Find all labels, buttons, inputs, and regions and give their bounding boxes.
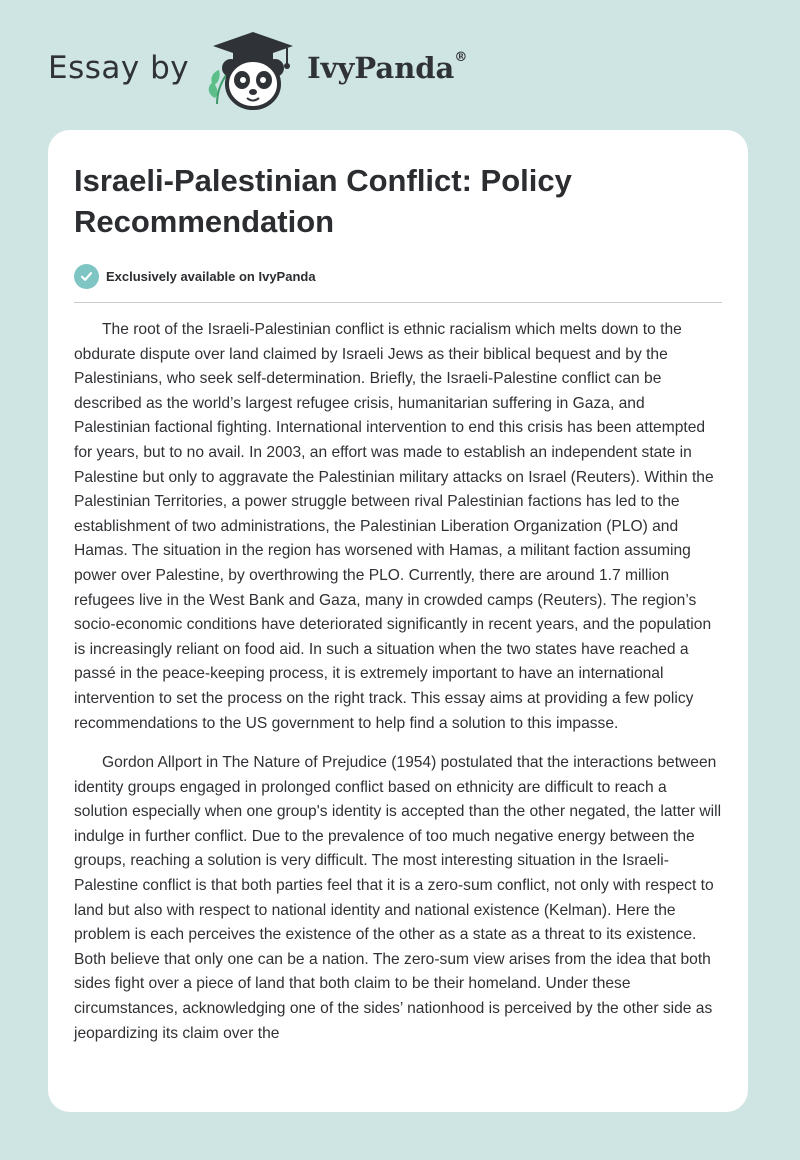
essay-card <box>48 130 748 1112</box>
brand-label: IvyPanda <box>307 51 455 85</box>
panda-logo-icon[interactable] <box>203 28 299 112</box>
essay-paragraph: The root of the Israeli-Palestinian conflict is ethnic racialism which melts down to the obdurate dispute over land claimed by Israeli Jews as their biblical bequest and by the Palestinians, who seek self-determination. Briefly, the Israeli-Palestine conflict can be described as the world’s largest refugee crisis, humanitarian suffering in Gaza, and Palestinian factional fighting. International intervention to end this crisis has been attempted for years, but to no avail. In 2003, an effort was made to establish an independent state in Palestine but only to aggravate the Palestinian military attacks on Israel (Reuters). Within the Palestinian Territories, a power struggle between rival Palestinian factions has led to the establishment of two administrations, the Palestinian Liberation Organization (PLO) and Hamas. The situation in the region has worsened with Hamas, a militant faction assuming power over Palestine, by overthrowing the PLO. Currently, there are around 1.7 million refugees live in the West Bank and Gaza, many in crowded camps (Reuters). The region’s socio-economic conditions have deteriorated significantly in recent years, and the population is increasingly reliant on food aid. In such a situation when the two states have reached a passé in the peace-keeping process, it is extremely important to have an international intervention to set the process on the right track. This essay aims at providing a few policy recommendations to the US government to help find a solution to this impasse. <box>74 321 714 732</box>
essay-title: Israeli-Palestinian Conflict: Policy Recommendation <box>74 163 572 239</box>
trademark-symbol: ® <box>454 50 468 66</box>
check-icon <box>74 264 99 289</box>
essay-body <box>74 318 722 1061</box>
essay-by-label: Essay by <box>48 50 190 86</box>
title-divider <box>74 302 722 303</box>
site-header <box>48 28 467 112</box>
brand-name[interactable] <box>307 51 467 85</box>
essay-paragraph: Gordon Allport in The Nature of Prejudice (1954) postulated that the interactions between identity groups engaged in prolonged conflict based on ethnicity are difficult to reach a solution especially when one group's identity is accepted than the other negated, the latter will indulge in further conflict. Due to the prevalence of too much negative energy between the groups, reaching a solution is very difficult. The most interesting situation in the Israeli-Palestine conflict is that both parties feel that it is a zero-sum conflict, not only with respect to land but also with respect to national identity and national existence (Kelman). Here the problem is each perceives the existence of the other as a state as a threat to its existence. Both believe that only one can be a nation. The zero-sum view arises from the idea that both sides fight over a piece of land that both claim to be their homeland. Under these circumstances, acknowledging one of the sides’ nationhood is perceived by the other side as jeopardizing its claim over the <box>74 754 722 1042</box>
exclusive-badge <box>74 263 316 289</box>
exclusive-badge-text: Exclusively available on IvyPanda <box>106 268 316 284</box>
